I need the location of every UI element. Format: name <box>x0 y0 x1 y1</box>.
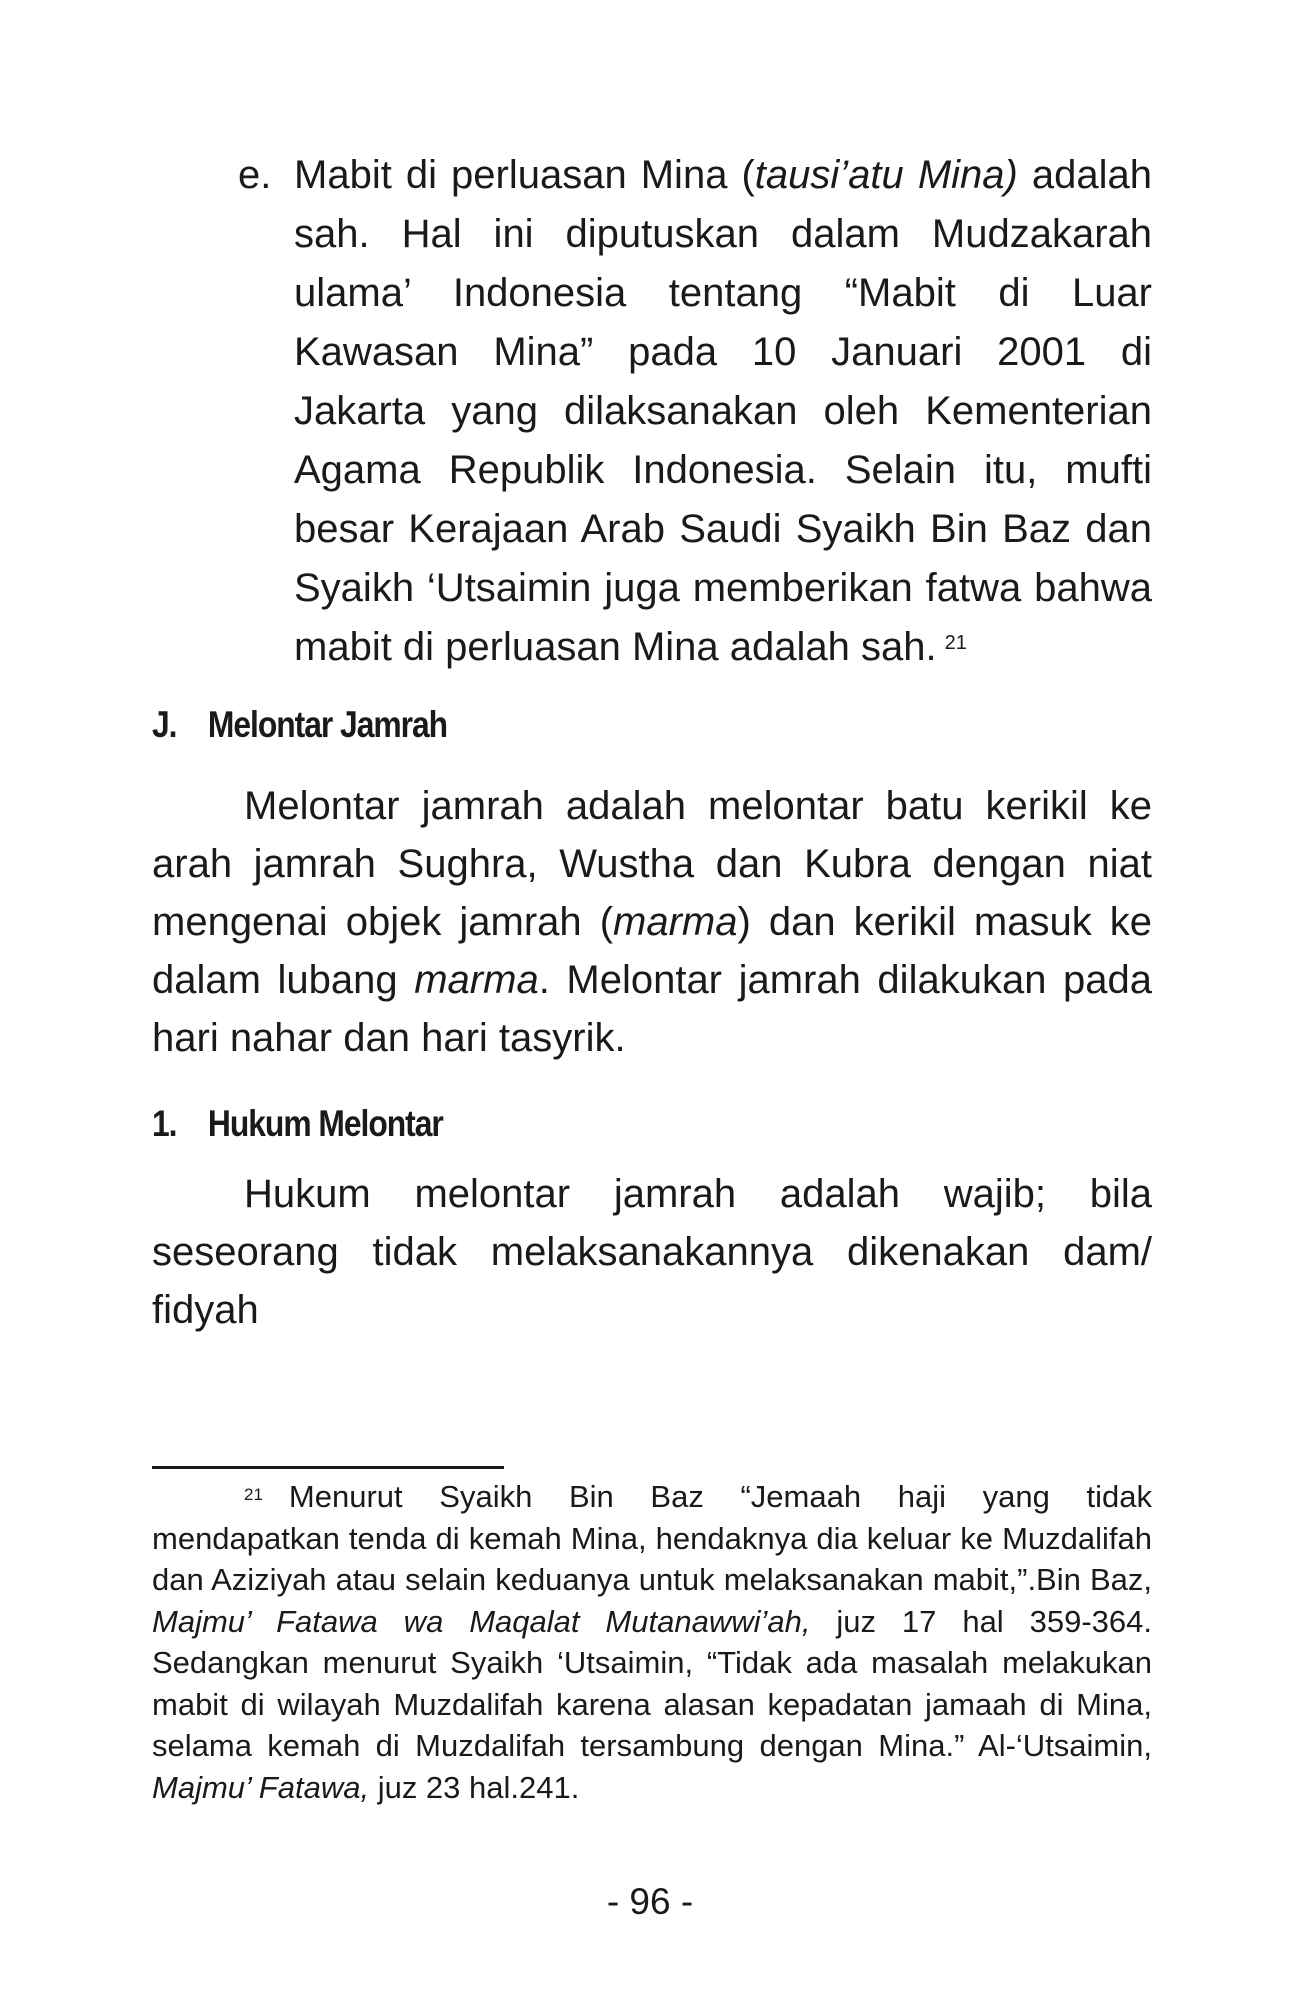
italic-title: Majmu’ Fatawa, <box>152 1769 370 1805</box>
italic-term: marma <box>414 958 539 1002</box>
section-number: J. <box>152 704 177 745</box>
italic-term: tausi’atu Mina) <box>754 153 1018 197</box>
footnote-reference[interactable]: 21 <box>944 632 967 654</box>
subsection-heading-1 <box>152 1102 443 1146</box>
subsection-number: 1. <box>152 1103 177 1144</box>
list-marker: e. <box>238 153 272 197</box>
section-heading-j <box>152 703 447 747</box>
subsection-title: Hukum Melontar <box>207 1103 443 1144</box>
list-item-text: Mabit di perluasan Mina (tausi’atu Mina) adalah sah. Hal ini diputuskan dalam Mudzakarah ulama’ Indonesia tentang “Mabit di Luar Kawasan Mina” pada 10 Januari 2001 di Jakarta yang dilaksanakan oleh Kementerian Agama Republik Indonesia. Selain itu, mufti besar Kerajaan Arab Saudi Syaikh Bin Baz dan Syaikh ‘Utsaimin juga memberikan fatwa bahwa mabit di perluasan Mina adalah sah. $^{21}$ <box>294 153 1152 669</box>
italic-term: marma <box>613 900 738 944</box>
section-title: Melontar Jamrah <box>207 704 448 745</box>
footnote-number: 21 <box>244 1485 263 1504</box>
footnote-separator <box>152 1466 504 1469</box>
italic-title: Majmu’ Fatawa wa Maqalat Mutanawwi’ah, <box>152 1603 811 1639</box>
footnote-21: $^{21}$ Menurut Syaikh Bin Baz “Jemaah haji yang tidak mendapatkan tenda di kemah Mina, hendaknya dia keluar ke Muzdalifah dan Aziziyah atau selain keduanya untuk melaksanakan mabit,”.Bin Baz, Majmu’ Fatawa wa Maqalat Mutanawwi’ah, juz 17 hal 359-364. Sedangkan menurut Syaikh ‘Utsaimin, “Tidak ada masalah melakukan mabit di wilayah Muzdalifah karena alasan kepadatan jamaah di Mina, selama kemah di Muzdalifah tersambung dengan Mina.” Al-‘Utsaimin, Majmu’ Fatawa, juz 23 hal.241. <box>152 1479 1152 1805</box>
paragraph-melontar-jamrah: Melontar jamrah adalah melontar batu kerikil ke arah jamrah Sughra, Wustha dan Kubra dengan niat mengenai objek jamrah (marma) dan kerikil masuk ke dalam lubang marma. Melontar jamrah dilakukan pada hari nahar dan hari tasyrik. <box>152 784 1153 1060</box>
paragraph-hukum-melontar: Hukum melontar jamrah adalah wajib; bila seseorang tidak melaksanakannya dikenakan dam/ fidyah <box>152 1172 1152 1332</box>
page-number: - 96 - <box>606 1881 694 1922</box>
